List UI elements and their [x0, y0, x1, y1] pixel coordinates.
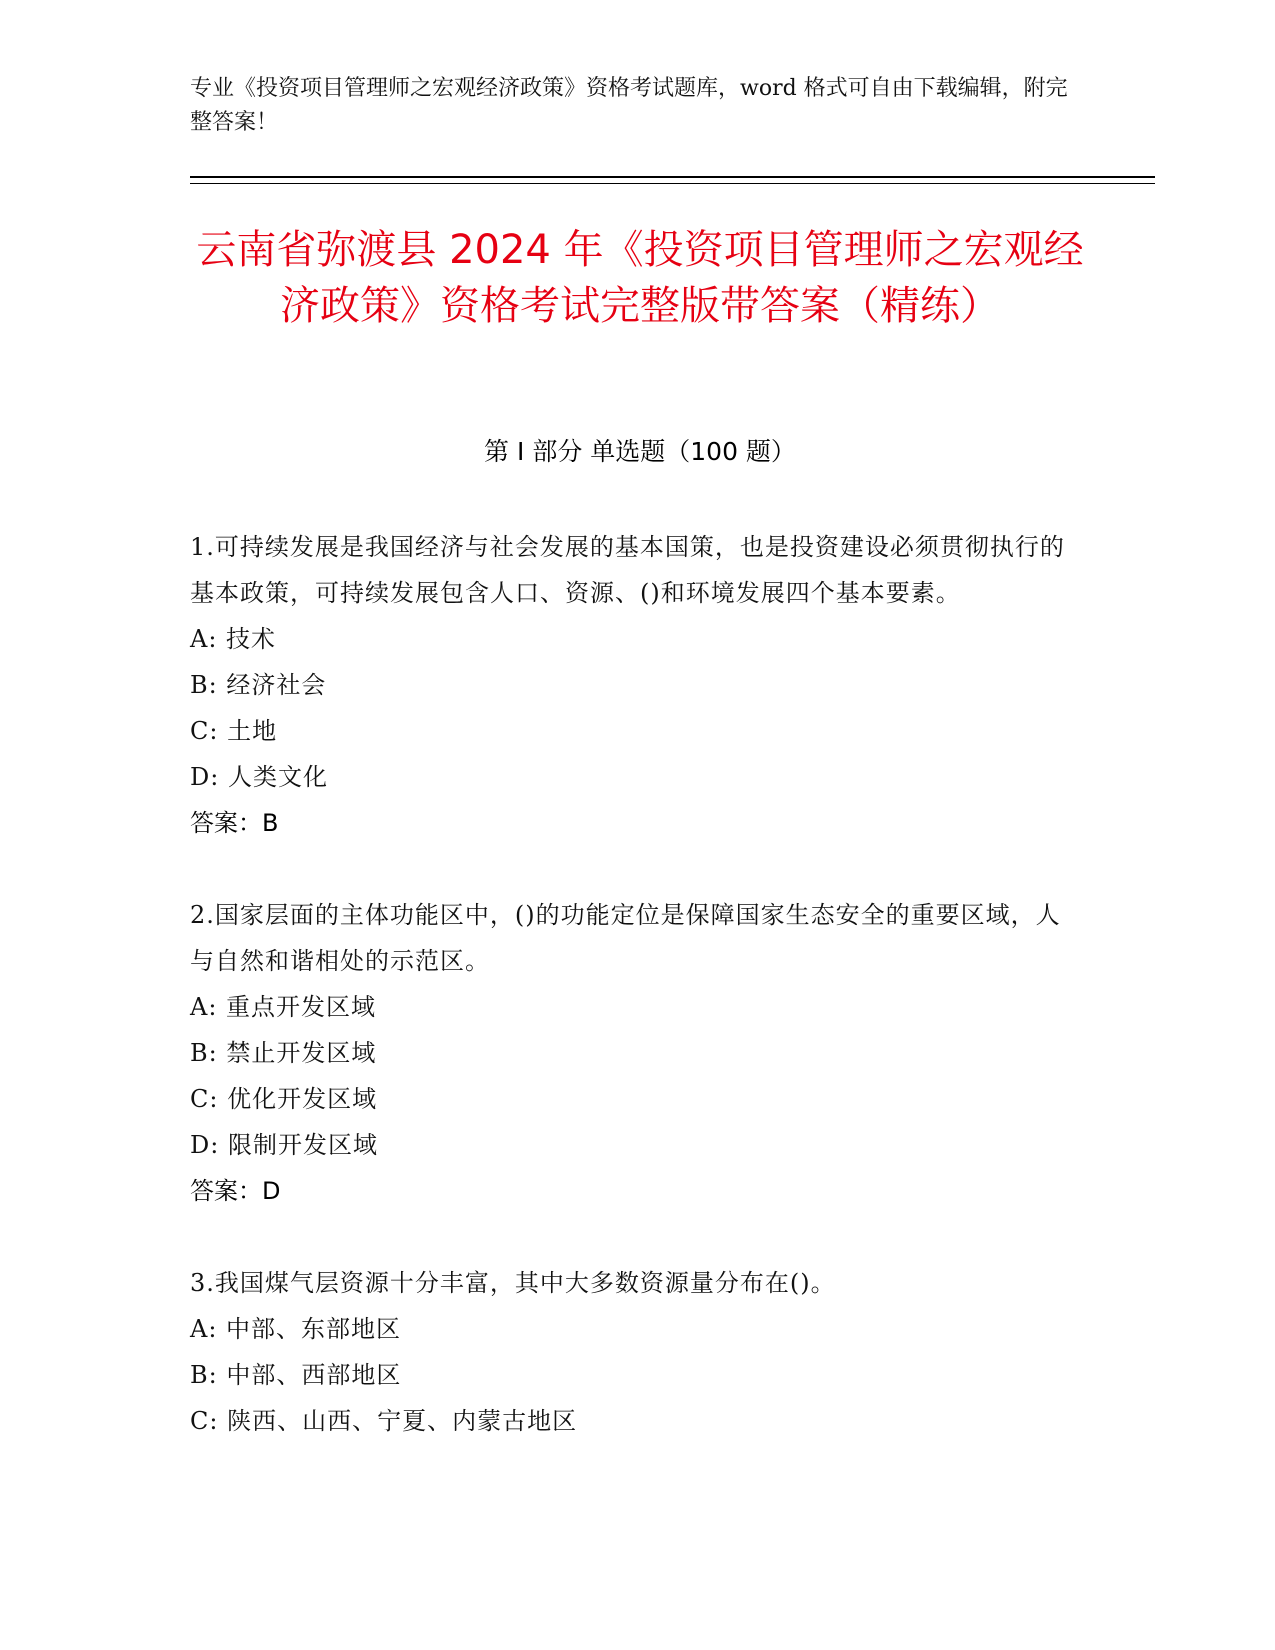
- question-3: [190, 1260, 1070, 1444]
- option-a: A: 重点开发区域: [190, 993, 377, 1021]
- question-1: [190, 524, 1070, 846]
- option-c: C: 陕西、山西、宁夏、内蒙古地区: [190, 1407, 578, 1435]
- question-stem: 3.我国煤气层资源十分丰富，其中大多数资源量分布在()。: [190, 1269, 836, 1297]
- header-note: 专业《投资项目管理师之宏观经济政策》资格考试题库，word 格式可自由下载编辑，附完整答案！: [190, 76, 1068, 135]
- option-b: B: 中部、西部地区: [190, 1361, 402, 1389]
- option-c: C: 优化开发区域: [190, 1085, 378, 1113]
- option-a: A: 技术: [190, 625, 277, 653]
- answer: 答案：B: [190, 809, 279, 837]
- question-list: [190, 524, 1070, 1490]
- option-d: D: 限制开发区域: [190, 1131, 378, 1159]
- option-a: A: 中部、东部地区: [190, 1315, 402, 1343]
- question-stem: 2.国家层面的主体功能区中，()的功能定位是保障国家生态安全的重要区域，人与自然和谐相处的示范区。: [190, 901, 1061, 975]
- question-2: [190, 892, 1070, 1214]
- answer: 答案：D: [190, 1177, 281, 1205]
- header-rule-thin: [190, 183, 1155, 184]
- question-stem: 1.可持续发展是我国经济与社会发展的基本国策，也是投资建设必须贯彻执行的基本政策，可持续发展包含人口、资源、()和环境发展四个基本要素。: [190, 533, 1065, 607]
- section-heading: 第 I 部分 单选题（100 题）: [484, 437, 796, 466]
- option-b: B: 禁止开发区域: [190, 1039, 377, 1067]
- option-c: C: 土地: [190, 717, 278, 745]
- option-d: D: 人类文化: [190, 763, 328, 791]
- header-rule-thick: [190, 176, 1155, 178]
- option-b: B: 经济社会: [190, 671, 327, 699]
- document-title: 云南省弥渡县 2024 年《投资项目管理师之宏观经济政策》资格考试完整版带答案（精练）: [196, 227, 1084, 329]
